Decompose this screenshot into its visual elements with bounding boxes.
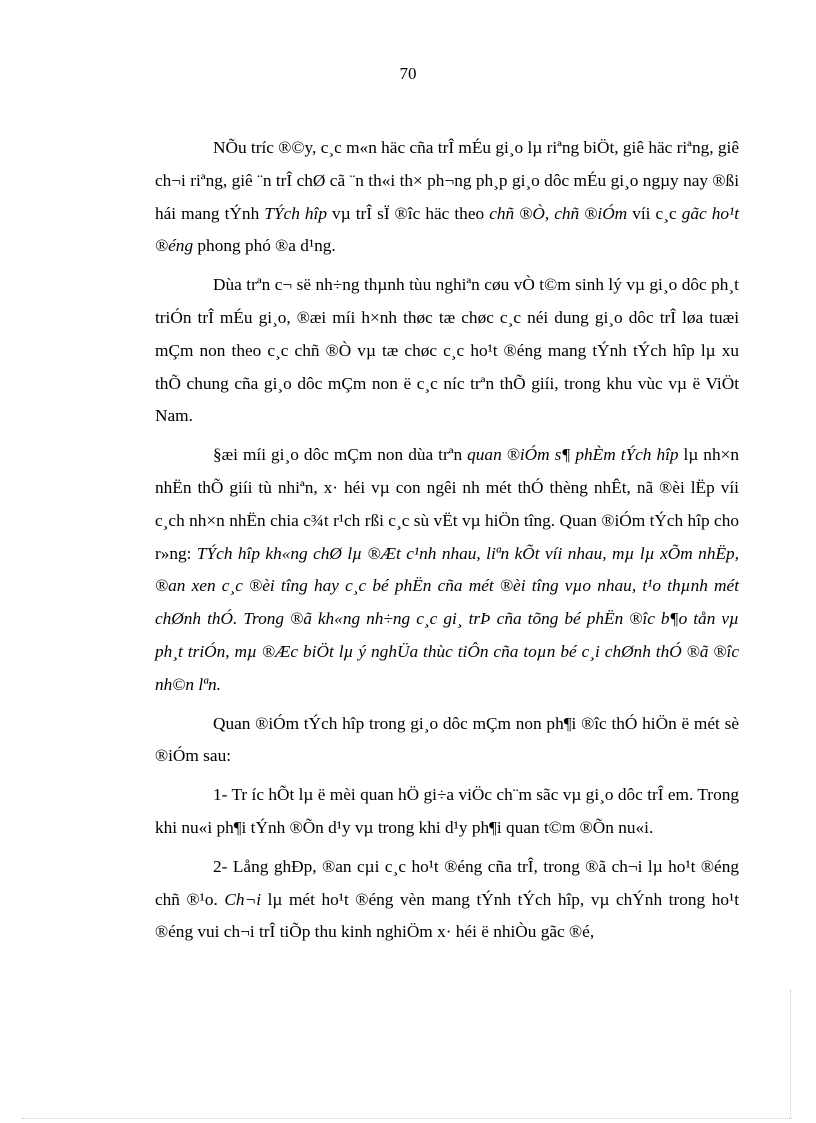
paragraph-3 xyxy=(155,439,739,701)
text-run: NÕu tríc ®©y, c¸c m«n häc cña trÎ mÉu gi¸o lµ riªng biÖt, giê häc riªng, giê ch¬i riªng, giê ¨n trÎ chØ cã ¨n th«i th× ph¬ng ph¸p gi¸o dôc mÉu gi¸o ngµy nay ®ßi hái mang tÝnh xyxy=(155,138,739,223)
text-run: Quan ®iÓm tÝch hîp trong gi¸o dôc mÇm non ph¶i ®îc thÓ hiÖn ë mét sè ®iÓm sau: xyxy=(155,713,739,766)
text-run: Dùa trªn c¬ së nh÷ng thµnh tùu nghiªn cøu vÒ t©m sinh lý vµ gi¸o dôc ph¸t triÓn trÎ mÉu gi¸o, ®æi míi h×nh thøc tæ chøc c¸c néi dung gi¸o dôc trÎ løa tuæi mÇm non theo c¸c chñ ®Ò vµ tæ chøc c¸c ho¹t ®éng mang tÝnh tÝch hîp lµ xu thÕ chung cña gi¸o dôc mÇm non ë c¸c níc trªn thÕ giíi, trong khu vùc vµ ë ViÖt Nam. xyxy=(155,275,739,426)
body-text xyxy=(155,132,739,955)
text-run: phong phó ®a d¹ng. xyxy=(193,236,336,256)
page-side-rule xyxy=(790,990,791,1118)
text-run: lµ mét ho¹t ®éng vèn mang tÝnh tÝch hîp, vµ chÝnh trong ho¹t ®éng vui ch¬i trÎ tiÕp thu kinh nghiÖm x· héi ë nhiÒu gãc ®é, xyxy=(155,889,739,942)
text-run-italic: chñ ®Ò, chñ ®iÓm xyxy=(489,203,628,223)
text-run: lµ nh×n nhËn thÕ giíi tù nhiªn, x· héi vµ con ngêi nh mét thÓ thèng nhÊt, nã ®èi lËp víi c¸ch nh×n nhËn chia c¾t r¹ch rßi c¸c sù vËt vµ hiÖn tîng. Quan ®iÓm tÝch hîp cho r»ng: xyxy=(155,445,739,563)
paragraph-1 xyxy=(155,132,739,263)
text-run-italic: Ch¬i xyxy=(224,889,262,909)
paragraph-4 xyxy=(155,708,739,774)
text-run-italic: quan ®iÓm s¶ phÈm tÝch hîp xyxy=(467,445,679,465)
paragraph-2 xyxy=(155,269,739,433)
text-run: 1- Tr íc hÕt lµ ë mèi quan hÖ gi÷a viÖc ch¨m sãc vµ gi¸o dôc trÎ em. Trong khi nu«i ph¶i tÝnh ®Õn d¹y vµ trong khi d¹y ph¶i quan t©m ®Õn nu«i. xyxy=(155,785,739,837)
text-run: 2- Lång ghÐp, ®an cµi c¸c ho¹t ®éng cña trÎ, trong ®ã ch¬i lµ ho¹t ®éng chñ ®¹o. xyxy=(155,856,739,909)
paragraph-5 xyxy=(155,779,739,845)
page-bottom-rule xyxy=(22,1118,792,1119)
paragraph-6 xyxy=(155,851,739,949)
text-run: víi c¸c xyxy=(627,203,682,223)
text-run-italic: gãc ho¹t ®éng xyxy=(155,203,740,256)
text-run-italic: TÝch hîp kh«ng chØ lµ ®Æt c¹nh nhau, liªn kÕt víi nhau, mµ lµ xÕm nhËp, ®an xen c¸c ®èi tîng hay c¸c bé phËn cña mét ®èi tîng vµo nhau, t¹o thµnh mét chØnh thÓ. Trong ®ã kh«ng nh÷ng c¸c gi¸ trÞ cña tõng bé phËn ®îc b¶o tån vµ ph¸t triÓn, mµ ®Æc biÖt lµ ý nghÜa thùc tiÔn cña toµn bé c¸i chØnh thÓ ®ã ®îc nh©n lªn. xyxy=(155,543,739,694)
text-run-italic: TÝch hîp xyxy=(264,203,327,223)
text-run: vµ trÎ sÏ ®îc häc theo xyxy=(326,203,490,223)
page-number: 70 xyxy=(399,64,417,83)
text-run: §æi míi gi¸o dôc mÇm non dùa trªn xyxy=(213,445,468,465)
